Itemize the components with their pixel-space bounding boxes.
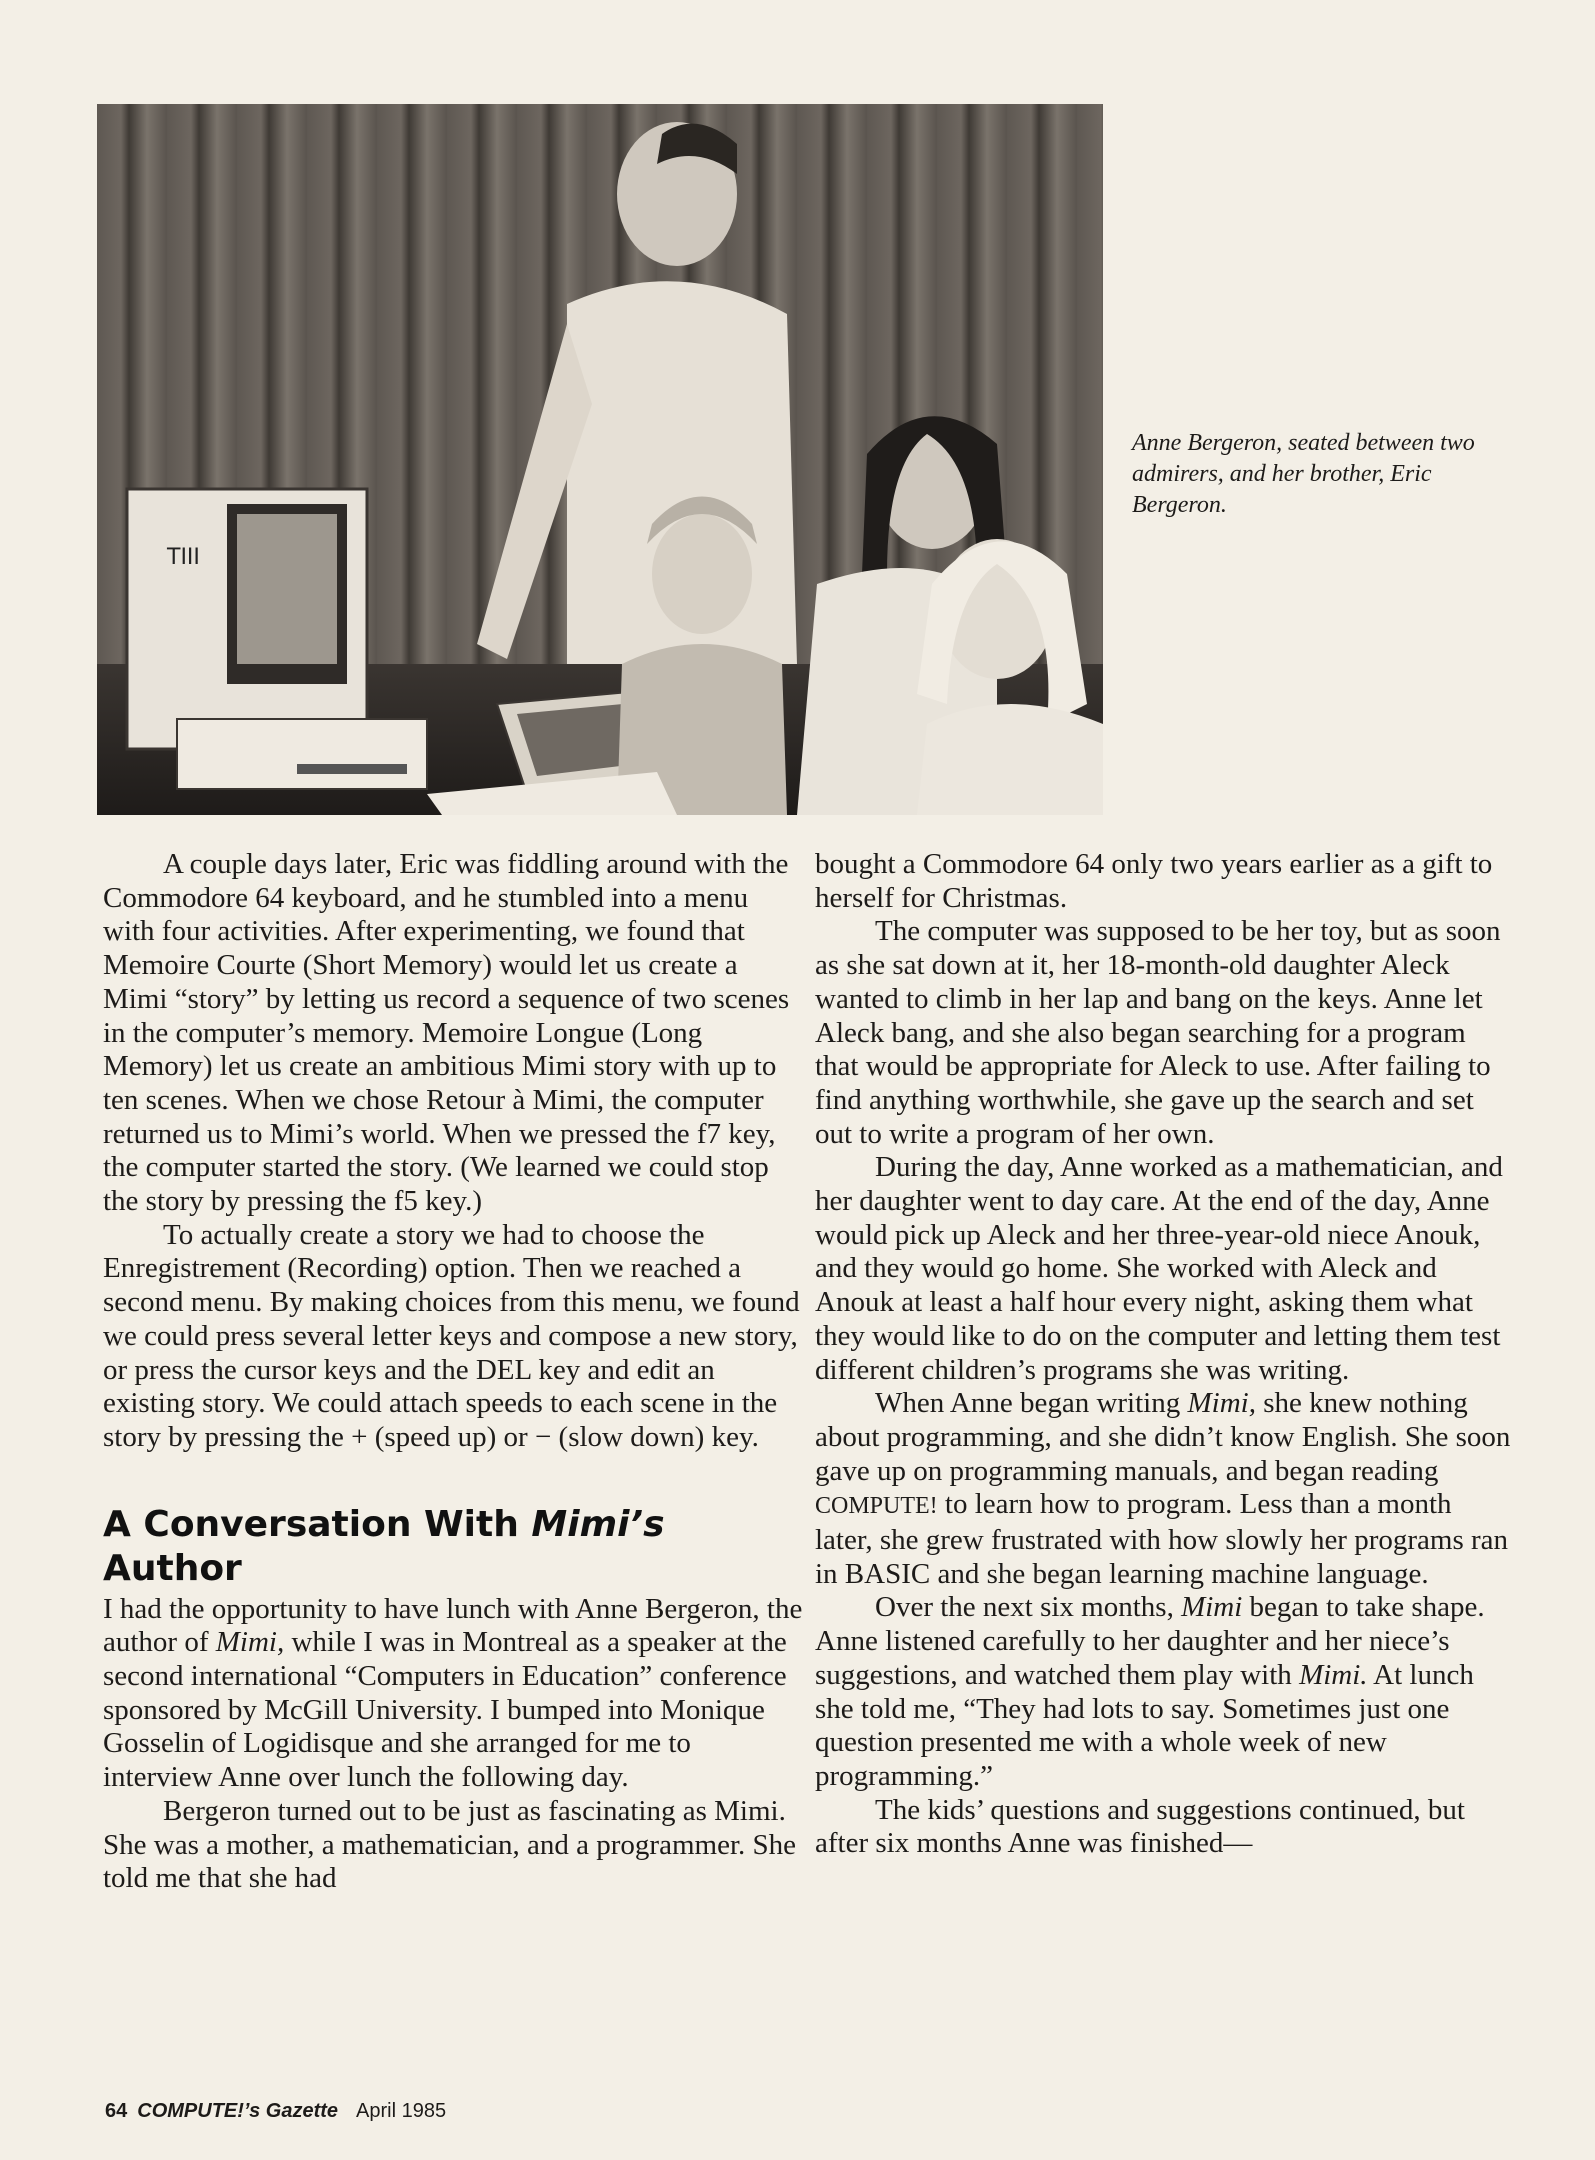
text-run: began to take shape. Anne listened carefully to her daughter and her niece’s suggestions, and watched them play with xyxy=(815,1591,1485,1691)
paragraph: The computer was supposed to be her toy, but as soon as she sat down at it, her 18-month-old daughter Aleck wanted to climb in her lap and bang on the keys. Anne let Aleck bang, and she also began searching for a program that would be appropriate for Aleck to use. After failing to find anything worthwhile, she gave up the search and set out to write a program of her own. xyxy=(815,915,1501,1150)
heading-italic-part: Mimi’s xyxy=(531,1503,665,1545)
heading-part: Author xyxy=(103,1547,242,1589)
italic-title: Mimi, xyxy=(1187,1387,1256,1420)
page-footer xyxy=(105,2100,446,2123)
italic-title: Mimi xyxy=(1181,1591,1243,1624)
issue-date: April 1985 xyxy=(356,2100,447,2122)
text-run: to learn how to program. Less than a month later, she grew frustrated with how slowly her programs ran in BASIC and she began learning machine language. xyxy=(815,1488,1509,1590)
text-run: Over the next six months, xyxy=(875,1591,1182,1624)
article-right-column xyxy=(815,848,1515,1861)
heading-part: A Conversation With xyxy=(103,1503,532,1545)
paragraph: To actually create a story we had to choose the Enregistrement (Recording) option. Then we reached a second menu. By making choices from this menu, we found we could press several letter keys and compose a new story, or press the cursor keys and the DEL key and edit an existing story. We could attach speeds to each scene in the story by pressing the + (speed up) or − (slow down) key. xyxy=(103,1218,800,1453)
paragraph xyxy=(815,1387,1515,1591)
paragraph: Bergeron turned out to be just as fascinating as Mimi. She was a mother, a mathematician, and a programmer. She told me that she had xyxy=(103,1794,796,1895)
svg-text:TIII: TIII xyxy=(167,545,200,570)
paragraph xyxy=(103,1593,803,1795)
photo-caption: Anne Bergeron, seated between two admirers, and her brother, Eric Bergeron. xyxy=(1132,430,1475,518)
text-run: I had the opportunity to have lunch with Anne Bergeron, the author of xyxy=(103,1592,803,1659)
article-left-column xyxy=(103,848,803,1896)
section-heading xyxy=(103,1503,803,1591)
family-photo-illustration xyxy=(97,104,1103,815)
paragraph: bought a Commodore 64 only two years earlier as a gift to herself for Christmas. xyxy=(815,848,1493,914)
paragraph: A couple days later, Eric was fiddling around with the Commodore 64 keyboard, and he stumbled into a menu with four activities. After experimenting, we found that Memoire Courte (Short Memory) would let us create a Mimi “story” by letting us record a sequence of two scenes in the computer’s memory. Memoire Longue (Long Memory) let us create an ambitious Mimi story with up to ten scenes. When we chose Retour à Mimi, the computer returned us to Mimi’s world. When we pressed the f7 key, the computer started the story. (We learned we could stop the story by pressing the f5 key.) xyxy=(103,848,790,1218)
text-run: When Anne began writing xyxy=(875,1387,1188,1420)
paragraph: The kids’ questions and suggestions continued, but after six months Anne was finished— xyxy=(815,1793,1465,1860)
magazine-name: COMPUTE! xyxy=(815,1493,938,1520)
publication-name: COMPUTE!’s Gazette xyxy=(137,2100,339,2122)
paragraph: During the day, Anne worked as a mathematician, and her daughter went to day care. At the end of the day, Anne would pick up Aleck and her three-year-old niece Anouk, and they would go home. She worked with Aleck and Anouk at least a half hour every night, asking them what they would like to do on the computer and letting them test different children’s programs she was writing. xyxy=(815,1151,1503,1386)
page-number: 64 xyxy=(105,2100,128,2122)
text-run: she knew nothing about programming, and she didn’t know English. She soon gave up on programming manuals, and began reading xyxy=(815,1387,1511,1487)
photo xyxy=(97,104,1103,815)
text-run: while I was in Montreal as a speaker at the second international “Computers in Education” conference sponsored by McGill University. I bumped into Monique Gosselin of Logidisque and she arranged for me to interview Anne over lunch the following day. xyxy=(103,1626,787,1794)
text-run: At lunch she told me, “They had lots to say. Sometimes just one question presented me with a whole week of new programming.” xyxy=(815,1658,1474,1792)
paragraph xyxy=(815,1591,1515,1793)
italic-title: Mimi, xyxy=(215,1626,285,1659)
italic-title: Mimi. xyxy=(1299,1658,1368,1691)
